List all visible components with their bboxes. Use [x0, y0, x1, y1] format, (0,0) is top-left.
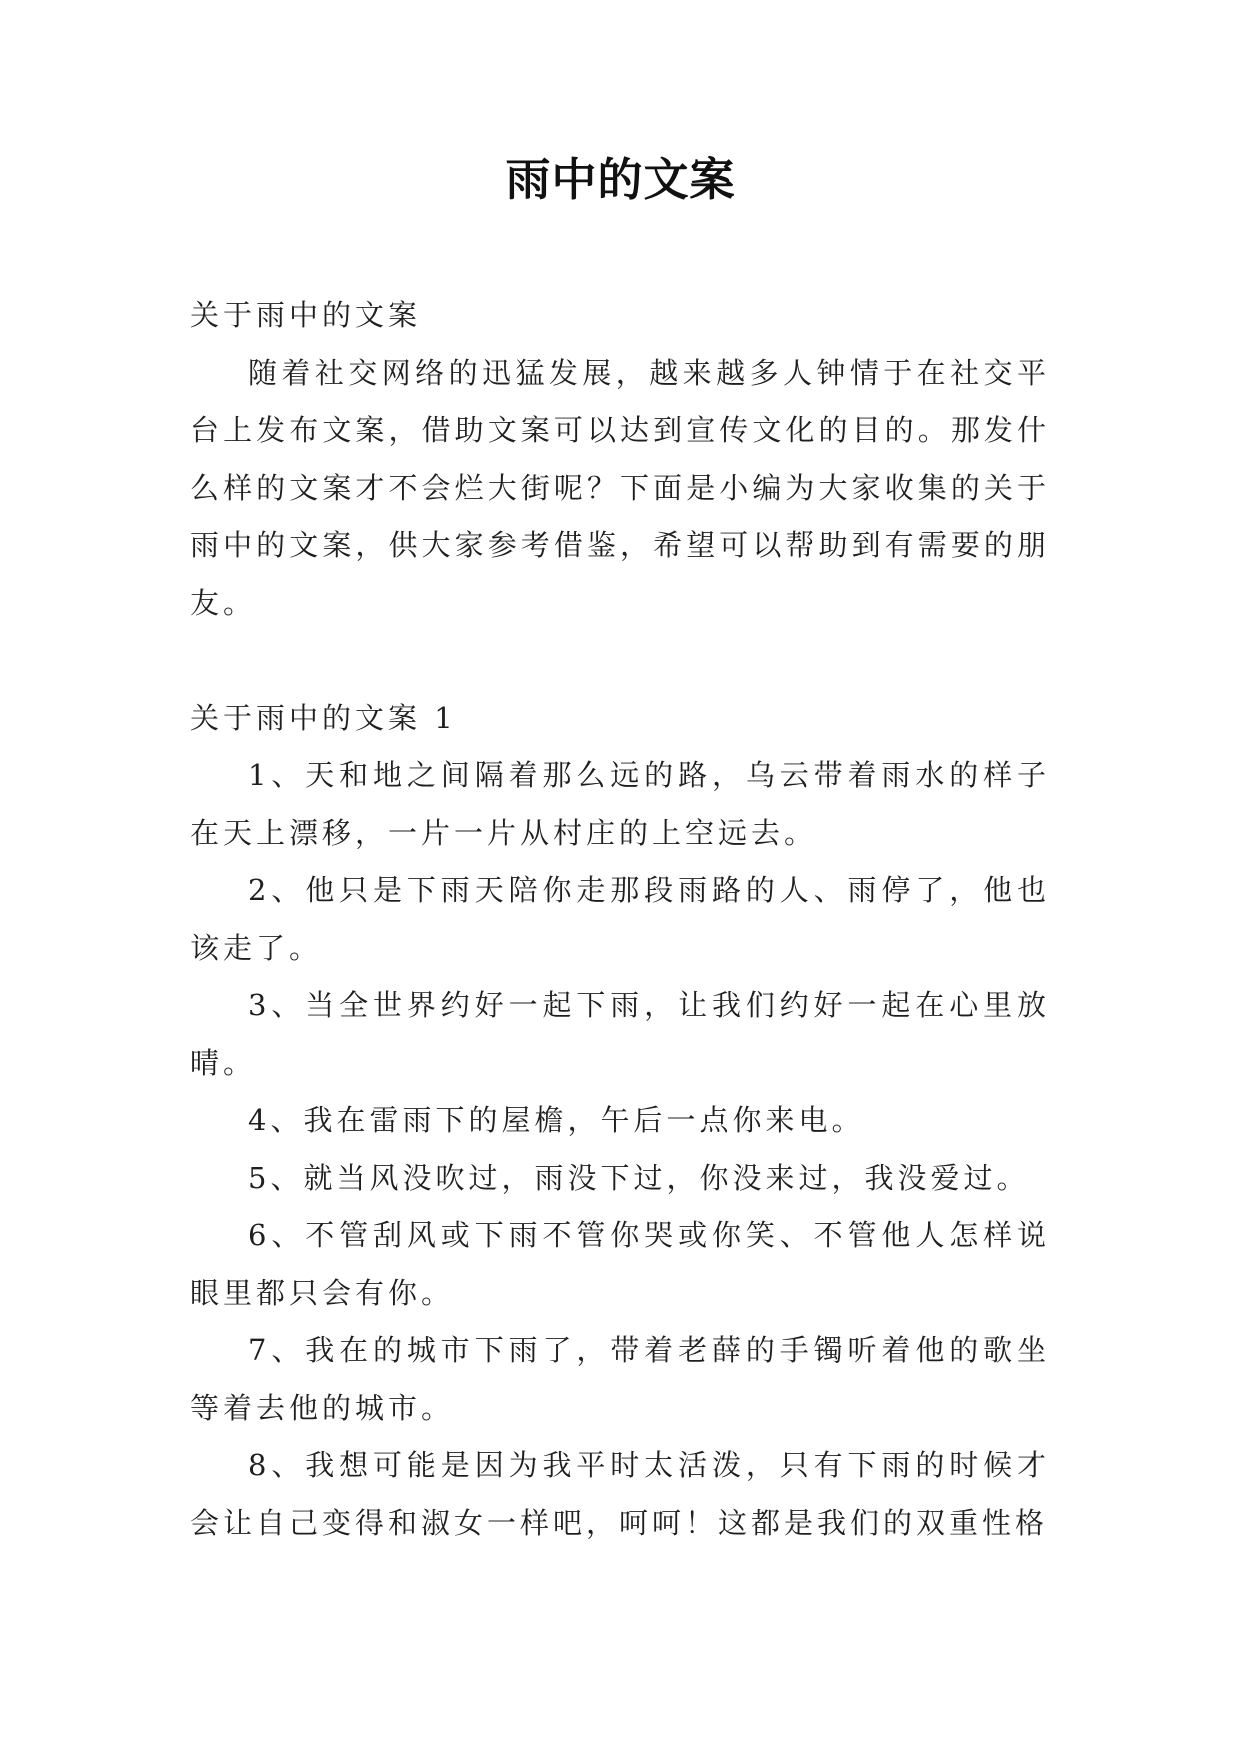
section-spacer [190, 632, 1050, 690]
list-item: 6、不管刮风或下雨不管你哭或你笑、不管他人怎样说眼里都只会有你。 [190, 1218, 1050, 1310]
list-item: 2、他只是下雨天陪你走那段雨路的人、雨停了，他也该走了。 [190, 873, 1050, 965]
section-heading: 关于雨中的文案 [190, 298, 422, 332]
subsection-heading: 关于雨中的文案 1 [190, 700, 457, 735]
list-item: 1、天和地之间隔着那么远的路，乌云带着雨水的样子在天上漂移，一片一片从村庄的上空远去。 [190, 758, 1050, 850]
list-item: 8、我想可能是因为我平时太活泼，只有下雨的时候才会让自己变得和淑女一样吧，呵呵！这都是我们的双重性格 [190, 1448, 1050, 1540]
document-body [190, 287, 1050, 1552]
list-item: 5、就当风没吹过，雨没下过，你没来过，我没爱过。 [248, 1160, 1030, 1195]
list-item: 7、我在的城市下雨了，带着老薛的手镯听着他的歌坐等着去他的城市。 [190, 1333, 1050, 1425]
list-item: 3、当全世界约好一起下雨，让我们约好一起在心里放晴。 [190, 988, 1050, 1080]
document-title: 雨中的文案 [505, 153, 736, 206]
list-item: 4、我在雷雨下的屋檐，午后一点你来电。 [248, 1103, 865, 1137]
intro-paragraph: 随着社交网络的迅猛发展，越来越多人钟情于在社交平台上发布文案，借助文案可以达到宣传文化的目的。那发什么样的文案才不会烂大街呢？下面是小编为大家收集的关于雨中的文案，供大家参考借鉴，希望可以帮助到有需要的朋友。 [190, 355, 1050, 620]
